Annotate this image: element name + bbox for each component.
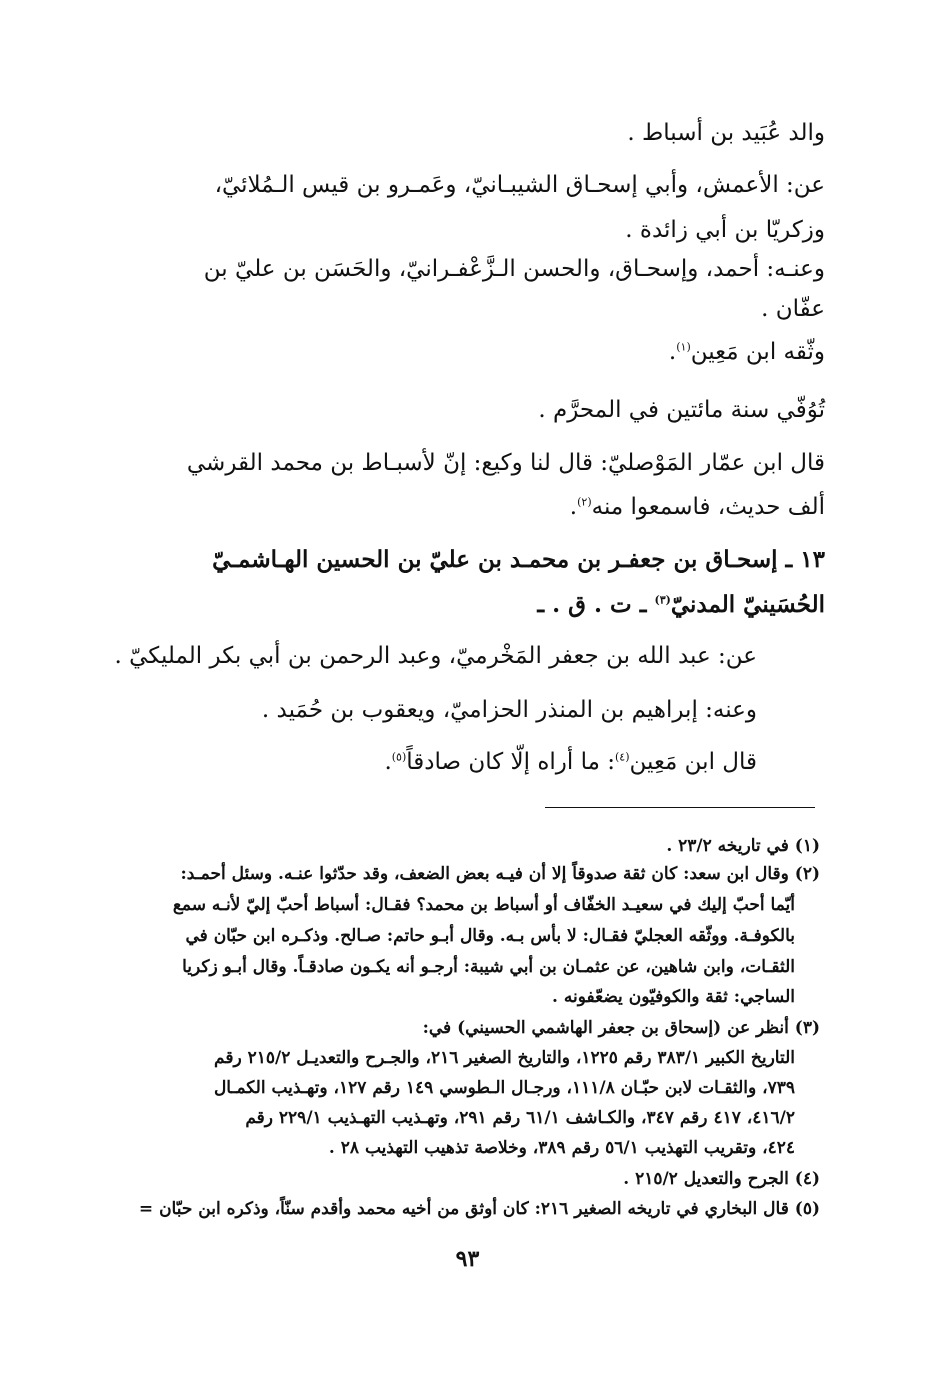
text-span: وعنـه: أحمد، وإسحـاق، والحسن الـزَّعْفـرانيّ، والحَسَن بن عليّ بن: [203, 256, 825, 282]
text-span: عفّان .: [761, 296, 825, 322]
text-line: [204, 256, 825, 284]
text-span: عن: الأعمش، وأبي إسحـاق الشيبـانيّ، وعَمـرو بن قيس الـمُلائيّ،: [214, 172, 825, 198]
footnote-ref: (٢): [577, 495, 592, 509]
text-line: [625, 217, 825, 245]
text-span: بالكوفـة. ووثّقه العجليّ فقـال: لا بأس بـه. وقال أبـو حاتم: صـالح. وذكـره ابن حبّان في: [185, 926, 795, 946]
text-span: الحُسَينيّ المدنيّ: [670, 591, 825, 618]
text-span: (١) في تاريخه ٢٣/٢ .: [666, 836, 820, 856]
text-span: .: [384, 749, 392, 775]
text-line: [187, 450, 825, 478]
text-line: [669, 339, 825, 367]
text-span: ٤٢٤، وتقريب التهذيب ٥٦/١ رقم ٣٨٩، وخلاصة تذهيب التهذيب ٢٨ .: [328, 1138, 795, 1158]
footnote-continuation: [245, 1108, 795, 1128]
text-span: ٧٣٩، والثقـات لابن حبّـان ١١١/٨، ورجـال الـطوسي ١٤٩ رقم ١٢٧، وتهـذيب الكمـال: [213, 1078, 795, 1098]
footnote-continuation: [329, 1138, 795, 1158]
text-span: ـ ت . ق . ـ: [537, 591, 655, 618]
footnote-continuation: [552, 987, 795, 1007]
text-line: [538, 397, 825, 425]
text-span: .: [668, 339, 677, 365]
entry-heading: [212, 546, 825, 574]
footnote-ref: (٥): [391, 750, 407, 764]
text-span: أيّما أحبّ إليك في سعيـد الخفّاف أو أسباط بن محمد؟ فقـال: أسباط أحبّ إليّ لأنـه سمع: [172, 895, 795, 915]
text-span: عن: عبد الله بن جعفر المَخْرميّ، وعبد الرحمن بن أبي بكر المليكيّ .: [114, 643, 757, 669]
entry-heading: [537, 591, 825, 619]
text-span: : ما أراه إلّا كان صادقاً: [406, 749, 615, 775]
footnote: [666, 836, 820, 856]
text-line: [215, 172, 825, 200]
text-span: (٢) وقال ابن سعد: كان ثقة صدوقاً إلا أن فيـه بعض الضعف، وقد حدّثوا عنـه. وسئل أحمـد:: [180, 864, 820, 884]
page-number: ٩٣: [455, 1246, 480, 1272]
footnote-continuation: [182, 957, 795, 977]
text-line: [114, 643, 757, 671]
text-line: [761, 296, 825, 324]
text-span: ١٣ ـ إسحـاق بن جعفـر بن محمـد بن عليّ بن الحسين الهـاشمـيّ: [212, 546, 825, 573]
footnote-continuation: [214, 1078, 795, 1098]
text-span: وثّقه ابن مَعِين: [690, 339, 825, 365]
text-span: وعنه: إبراهيم بن المنذر الحزاميّ، ويعقوب بن حُمَيد .: [261, 697, 757, 723]
footnote-ref: (١): [676, 340, 691, 354]
footnote-continuation: [214, 1048, 795, 1068]
text-span: (٣) أنظر عن (إسحاق بن جعفر الهاشمي الحسيني) في:: [422, 1018, 820, 1038]
text-span: وزكريّا بن أبي زائدة .: [625, 217, 825, 243]
text-span: تُوُفّي سنة مائتين في المحرَّم .: [538, 397, 825, 423]
text-span: ٤١٦/٢، ٤١٧ رقم ٣٤٧، والكـاشف ٦١/١ رقم ٢٩١، وتهـذيب التهـذيب ٢٢٩/١ رقم: [245, 1108, 795, 1128]
text-span: قال ابن عمّار المَوْصليّ: قال لنا وكيع: إنّ لأسبـاط بن محمد القرشي: [186, 450, 825, 476]
footnote-ref: (٤): [614, 750, 630, 764]
text-span: ألف حديث، فاسمعوا منه: [591, 494, 825, 520]
text-span: قال ابن مَعِين: [629, 749, 757, 775]
footnote-continuation: [173, 895, 795, 915]
text-span: .: [569, 494, 578, 520]
text-span: الساجي: ثقة والكوفيّون يضعّفونه .: [552, 987, 795, 1007]
text-span: والد عُبَيد بن أسباط .: [627, 120, 825, 146]
text-span: (٤) الجرح والتعديل ٢١٥/٢ .: [623, 1169, 820, 1189]
text-line: [570, 494, 825, 522]
text-line: [262, 697, 757, 725]
text-span: الثقـات، وابن شاهين، عن عثمـان بن أبي شيبة: أرجـو أنه يكـون صادقـاً. وقال أبـو زكريا: [182, 957, 795, 977]
footnote-separator: [545, 807, 815, 808]
text-span: (٥) قال البخاري في تاريخه الصغير ٢١٦: كان أوثق من أخيه محمد وأقدم سنّاً، وذكره ابن حبّان =: [138, 1199, 820, 1219]
footnote: [139, 1199, 820, 1219]
footnote: [423, 1018, 820, 1038]
footnote-ref: (٣): [654, 593, 671, 607]
footnote: [623, 1169, 820, 1189]
footnote-continuation: [185, 926, 795, 946]
text-line: [627, 120, 825, 148]
text-span: التاريخ الكبير ٣٨٣/١ رقم ١٢٢٥، والتاريخ الصغير ٢١٦، والجـرح والتعديـل ٢١٥/٢ رقم: [214, 1048, 795, 1068]
footnote: [181, 864, 821, 884]
text-line: [384, 749, 757, 777]
